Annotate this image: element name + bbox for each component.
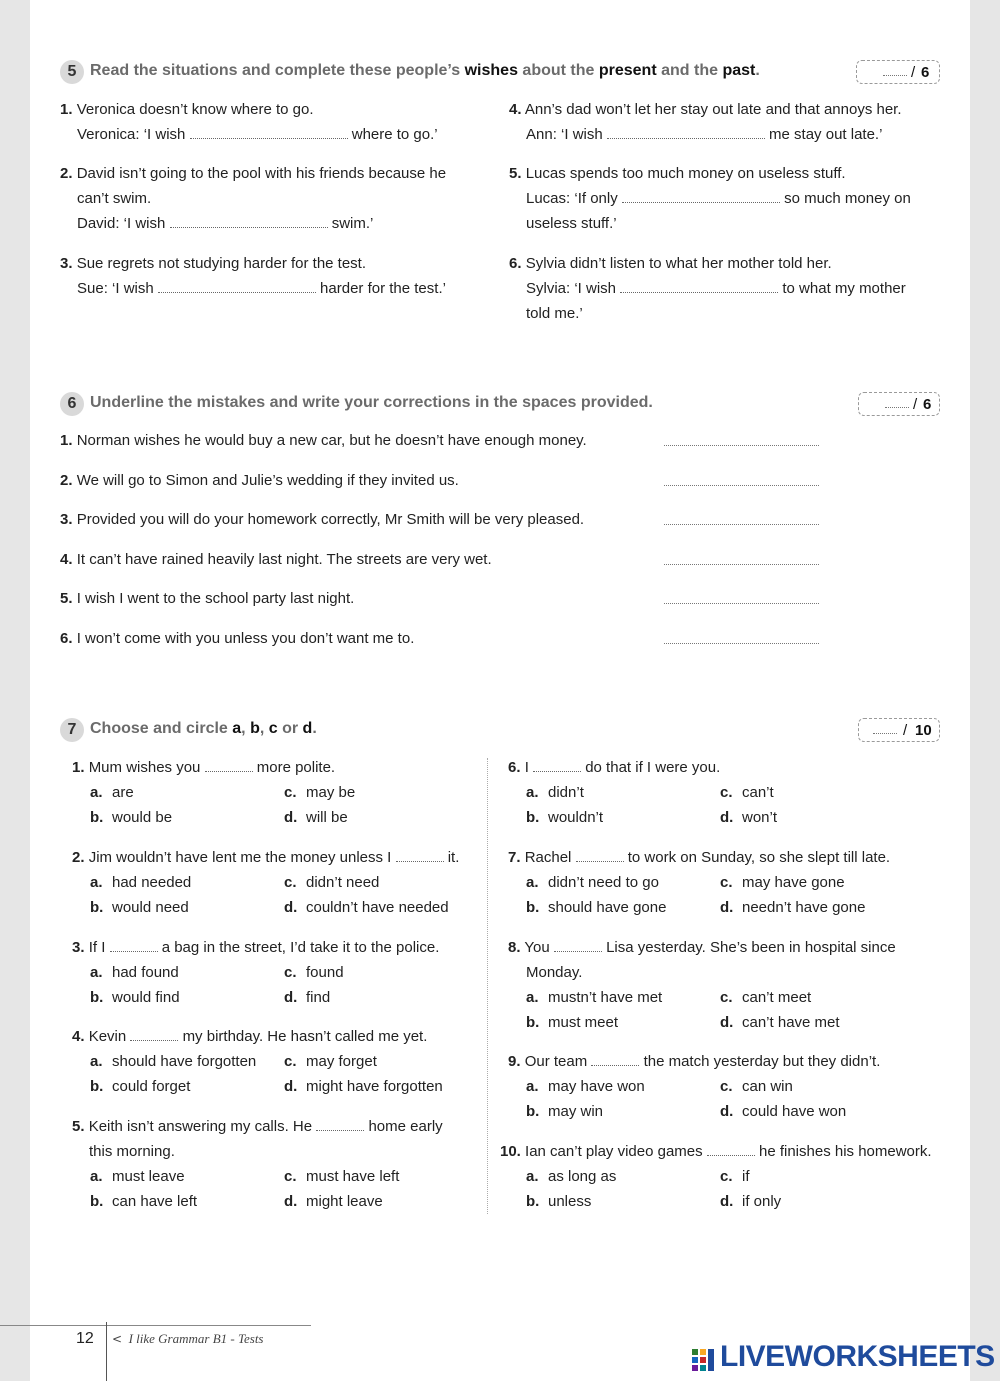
option-c[interactable]: c. may be [284,784,356,801]
correction-blank[interactable] [664,643,819,644]
answer-blank[interactable] [576,850,624,862]
answer-blank[interactable] [205,760,253,772]
answer-blank[interactable] [533,760,581,772]
option-a[interactable]: a. didn’t need to go [526,874,659,891]
answer-blank[interactable] [110,940,158,952]
exercise-item: 1. Veronica doesn’t know where to go. Veronica: ‘I wish where to go.’ [60,101,438,143]
score-box[interactable]: / 10 [858,718,940,742]
answer-blank[interactable] [130,1029,178,1041]
answer-blank[interactable] [622,191,780,203]
liveworksheets-logo-icon [692,1346,716,1376]
correction-item: 3. Provided you will do your homework correctly, Mr Smith will be very pleased. [60,511,585,528]
option-d[interactable]: d. if only [720,1193,782,1210]
footer-rule [0,1325,311,1326]
mc-question: 8. You Lisa yesterday. She’s been in hospital since Monday. [508,939,896,981]
option-d[interactable]: d. can’t have met [720,1014,840,1031]
option-a[interactable]: a. mustn’t have met [526,989,663,1006]
section-6-header [60,392,940,418]
correction-blank[interactable] [664,445,819,446]
correction-blank[interactable] [664,524,819,525]
correction-item: 2. We will go to Simon and Julie’s wedding if they invited us. [60,472,459,489]
correction-item: 5. I wish I went to the school party last night. [60,590,355,607]
mc-question: 3. If I a bag in the street, I’d take it to the police. [72,939,440,956]
page-number: 12 [76,1330,94,1347]
section-number-badge: 6 [60,392,84,416]
exercise-item: 3. Sue regrets not studying harder for the test. Sue: ‘I wish harder for the test.’ [60,255,446,297]
option-c[interactable]: c. must have left [284,1168,400,1185]
option-b[interactable]: b. would be [90,809,173,826]
section-7-header [60,718,940,744]
option-d[interactable]: d. could have won [720,1103,847,1120]
option-b[interactable]: b. can have left [90,1193,198,1210]
option-b[interactable]: b. would find [90,989,180,1006]
option-d[interactable]: d. find [284,989,331,1006]
section-number-badge: 5 [60,60,84,84]
correction-blank[interactable] [664,564,819,565]
section-title: Choose and circle a, b, c or d. [90,720,317,737]
option-c[interactable]: c. can’t meet [720,989,812,1006]
option-d[interactable]: d. might leave [284,1193,383,1210]
option-d[interactable]: d. might have forgotten [284,1078,443,1095]
answer-blank[interactable] [396,850,444,862]
mc-question: 4. Kevin my birthday. He hasn’t called me yet. [72,1028,428,1045]
option-c[interactable]: c. can’t [720,784,774,801]
answer-blank[interactable] [316,1119,364,1131]
exercise-item: 4. Ann’s dad won’t let her stay out late and that annoys her. Ann: ‘I wish me stay out late.’ [509,101,902,143]
option-d[interactable]: d. will be [284,809,348,826]
correction-item: 4. It can’t have rained heavily last night. The streets are very wet. [60,551,492,568]
option-b[interactable]: b. must meet [526,1014,619,1031]
answer-blank[interactable] [707,1144,755,1156]
exercise-item: 5. Lucas spends too much money on useless stuff. Lucas: ‘If only so much money on useless stuff.’ [509,165,911,232]
liveworksheets-brand: LIVEWORKSHEETS [720,1340,995,1373]
option-b[interactable]: b. unless [526,1193,592,1210]
option-a[interactable]: a. may have won [526,1078,645,1095]
answer-blank[interactable] [190,127,348,139]
option-b[interactable]: b. would need [90,899,189,916]
answer-blank[interactable] [554,940,602,952]
option-d[interactable]: d. needn’t have gone [720,899,866,916]
arrow-icon: < [112,1332,123,1346]
exercise-item: 6. Sylvia didn’t listen to what her mother told her. Sylvia: ‘I wish to what my mother told me.’ [509,255,906,322]
option-a[interactable]: a. had found [90,964,179,981]
option-d[interactable]: d. won’t [720,809,778,826]
option-c[interactable]: c. didn’t need [284,874,380,891]
correction-blank[interactable] [664,603,819,604]
option-a[interactable]: a. must leave [90,1168,185,1185]
option-c[interactable]: c. found [284,964,344,981]
option-a[interactable]: a. had needed [90,874,192,891]
correction-blank[interactable] [664,485,819,486]
mc-question: 10. Ian can’t play video games he finishes his homework. [500,1143,932,1160]
footer-divider [106,1322,107,1381]
option-c[interactable]: c. may forget [284,1053,377,1070]
option-c[interactable]: c. may have gone [720,874,845,891]
option-d[interactable]: d. couldn’t have needed [284,899,449,916]
option-b[interactable]: b. could forget [90,1078,191,1095]
option-a[interactable]: a. as long as [526,1168,617,1185]
column-divider [487,758,488,1214]
score-box[interactable]: / 6 [858,392,940,416]
correction-item: 6. I won’t come with you unless you don’t want me to. [60,630,415,647]
answer-blank[interactable] [607,127,765,139]
section-5-header [60,60,940,86]
mc-question: 9. Our team the match yesterday but they didn’t. [508,1053,881,1070]
section-title: Read the situations and complete these people’s wishes about the present and the past. [90,62,760,79]
answer-blank[interactable] [170,216,328,228]
mc-question: 1. Mum wishes you more polite. [72,759,336,776]
exercise-item: 2. David isn’t going to the pool with his friends because he can’t swim. David: ‘I wish swim.’ [60,165,447,232]
answer-blank[interactable] [591,1054,639,1066]
section-number-badge: 7 [60,718,84,742]
mc-question: 6. I do that if I were you. [508,759,721,776]
option-c[interactable]: c. if [720,1168,750,1185]
option-b[interactable]: b. wouldn’t [526,809,604,826]
option-c[interactable]: c. can win [720,1078,793,1095]
option-a[interactable]: a. didn’t [526,784,584,801]
score-box[interactable]: / 6 [856,60,940,84]
option-a[interactable]: a. are [90,784,134,801]
option-b[interactable]: b. may win [526,1103,604,1120]
mc-question: 7. Rachel to work on Sunday, so she slept till late. [508,849,891,866]
book-title: < I like Grammar B1 - Tests [112,1331,264,1346]
option-a[interactable]: a. should have forgotten [90,1053,257,1070]
mc-question: 5. Keith isn’t answering my calls. He home early this morning. [72,1118,443,1160]
section-title: Underline the mistakes and write your corrections in the spaces provided. [90,394,653,411]
answer-blank[interactable] [620,281,778,293]
correction-item: 1. Norman wishes he would buy a new car, but he doesn’t have enough money. [60,432,587,449]
mc-question: 2. Jim wouldn’t have lent me the money unless I it. [72,849,460,866]
answer-blank[interactable] [158,281,316,293]
option-b[interactable]: b. should have gone [526,899,667,916]
